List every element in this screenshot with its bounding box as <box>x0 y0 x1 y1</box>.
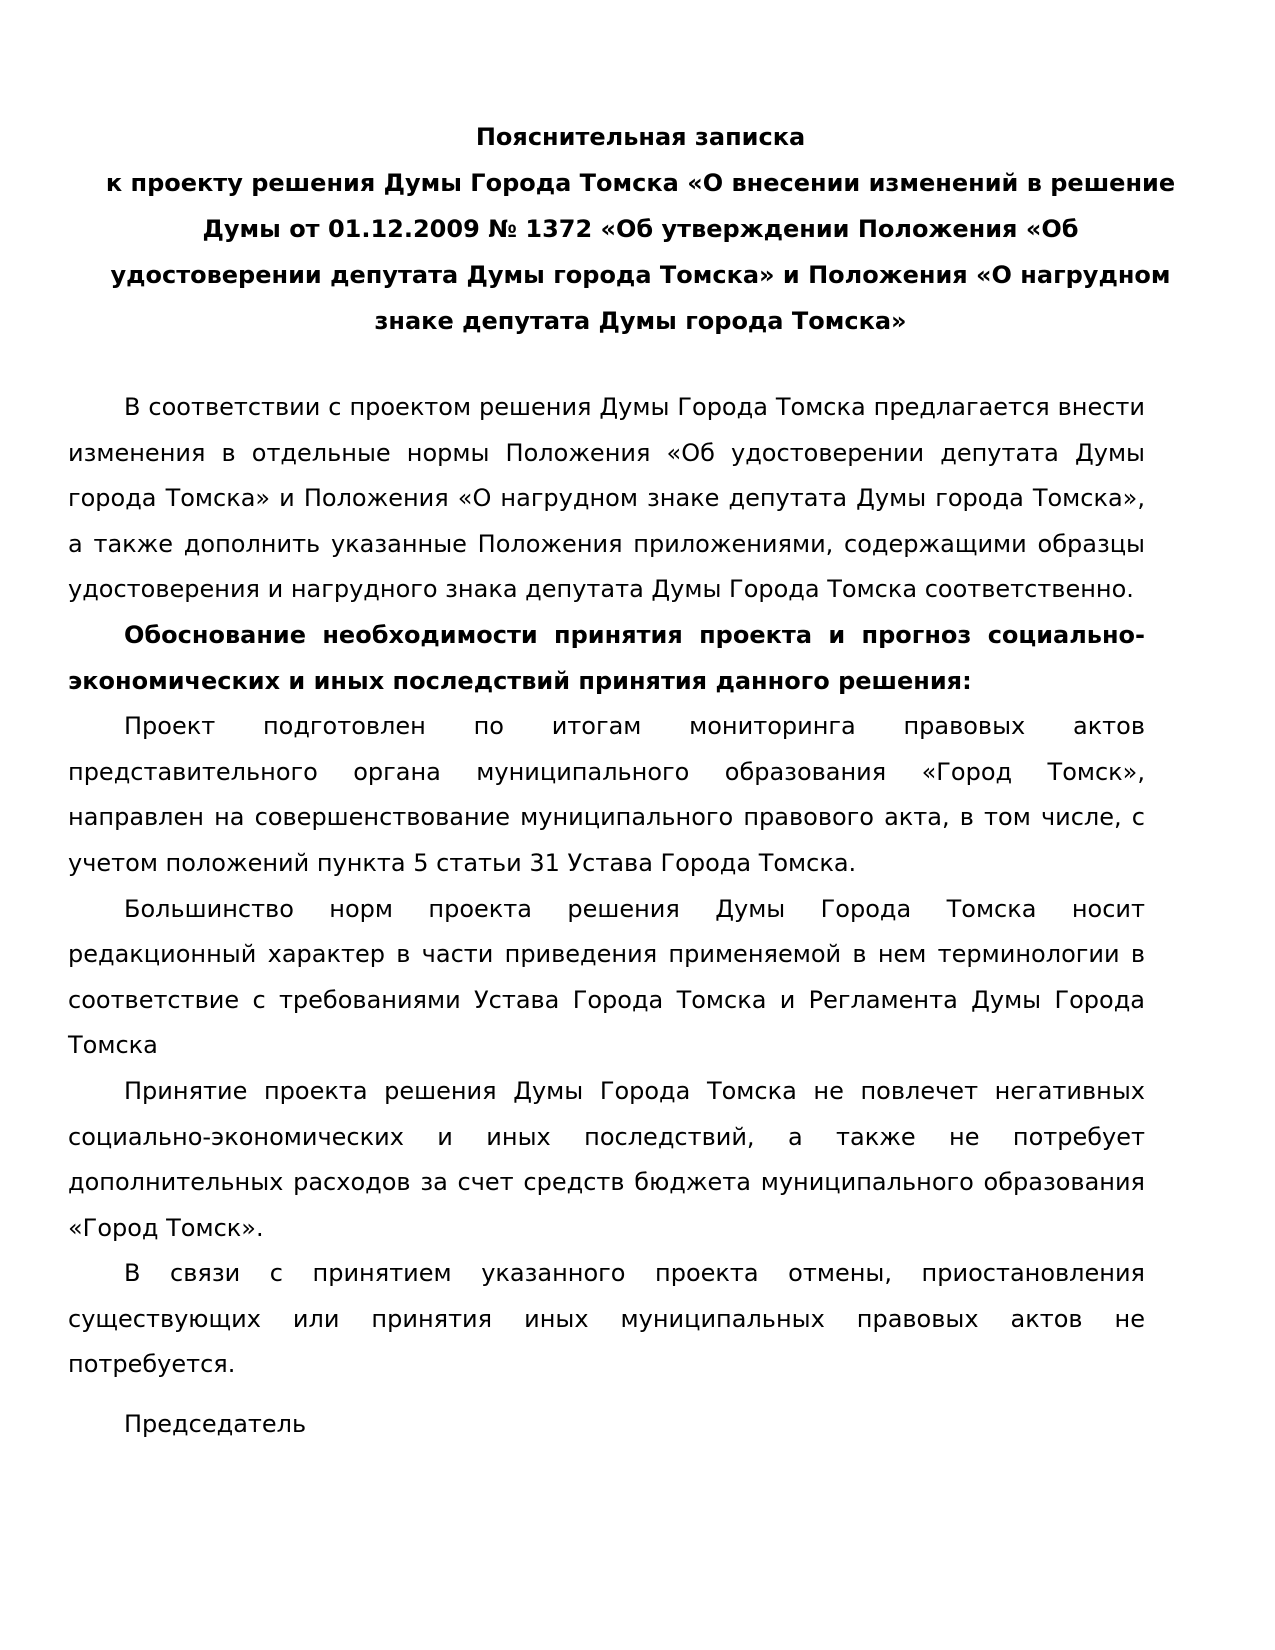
paragraph-editorial-norms: Большинство норм проекта решения Думы Города Томска носит редакционный характер в части приведения применяемой в нем терминологии в соответствие с требованиями Устава Города Томска и Регламента Думы Города Томска <box>68 894 1145 1060</box>
document-title <box>68 114 1213 344</box>
paragraph-project-basis: Проект подготовлен по итогам мониторинга правовых актов представительного органа муниципального образования «Город Томск», направлен на совершенствование муниципального правового акта, в том числе, с учетом положений пункта 5 статьи 31 Устава Города Томска. <box>68 712 1145 877</box>
title-line: к проекту решения Думы Города Томска «О внесении изменений в решение <box>105 169 1176 197</box>
document-body <box>68 385 1145 1388</box>
paragraph-consequences: Принятие проекта решения Думы Города Томска не повлечет негативных социально-экономических и иных последствий, а также не потребует дополнительных расходов за счет средств бюджета муниципального образования «Город Томск». <box>68 1076 1145 1242</box>
section-heading-justification: Обоснование необходимости принятия проекта и прогноз социально-экономических и иных последствий принятия данного решения: <box>68 620 1145 695</box>
title-line: удостоверении депутата Думы города Томска» и Положения «О нагрудном <box>110 261 1171 289</box>
paragraph-intro: В соответствии с проектом решения Думы Города Томска предлагается внести изменения в отдельные нормы Положения «Об удостоверении депутата Думы города Томска» и Положения «О нагрудном знаке депутата Думы города Томска», а также дополнить указанные Положения приложениями, содержащими образцы удостоверения и нагрудного знака депутата Думы Города Томска соответственно. <box>68 393 1145 604</box>
title-line: Думы от 01.12.2009 № 1372 «Об утверждении Положения «Об <box>202 215 1079 243</box>
title-line: знаке депутата Думы города Томска» <box>374 307 907 335</box>
paragraph-other-acts: В связи с принятием указанного проекта отмены, приостановления существующих или принятия иных муниципальных правовых актов не потребуется. <box>68 1259 1145 1379</box>
signature-position: Председатель <box>124 1410 307 1438</box>
title-line: Пояснительная записка <box>475 123 806 151</box>
